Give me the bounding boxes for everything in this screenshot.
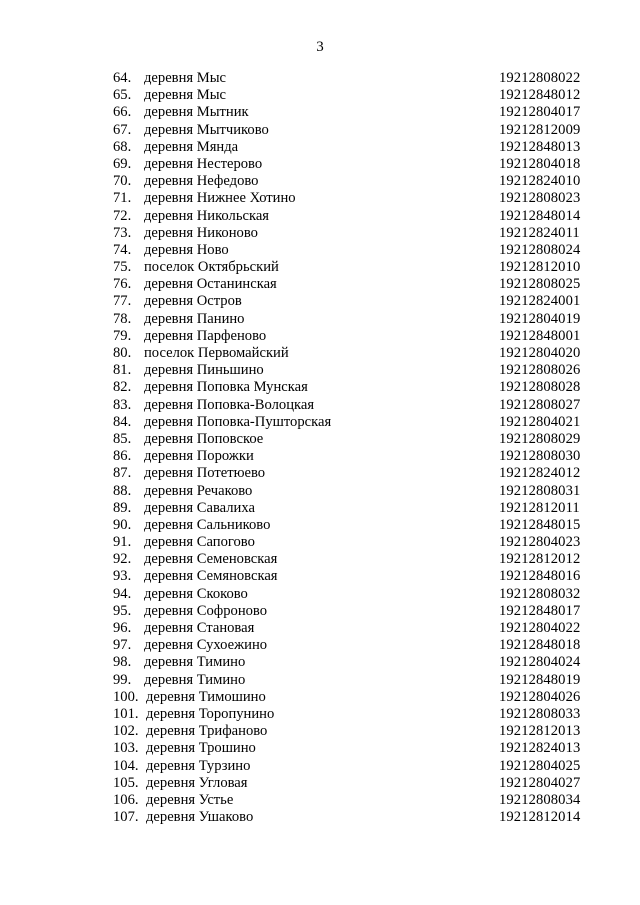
item-number: 75. — [113, 259, 132, 276]
settlement-name: деревня Порожки — [144, 448, 254, 465]
oktmo-code: 19212808033 — [499, 705, 581, 722]
item-number: 65. — [113, 87, 132, 104]
list-item — [113, 328, 613, 345]
oktmo-code: 19212848015 — [499, 516, 581, 533]
settlement-name: деревня Останинская — [144, 276, 277, 293]
list-item — [113, 775, 613, 792]
list-item — [113, 70, 613, 87]
list-item — [113, 259, 613, 276]
item-number: 80. — [113, 345, 132, 361]
list-item — [113, 620, 613, 637]
oktmo-code: 19212848019 — [499, 671, 581, 688]
item-number: 88. — [113, 482, 132, 499]
settlement-name: деревня Мытник — [144, 104, 249, 121]
oktmo-code: 19212848012 — [499, 87, 581, 104]
settlement-name: деревня Сальниково — [144, 516, 271, 533]
oktmo-code: 19212808025 — [499, 276, 581, 293]
item-number: 100. — [113, 688, 139, 705]
oktmo-code: 19212812010 — [499, 259, 581, 276]
item-number: 93. — [113, 568, 132, 585]
settlement-name: деревня Никольская — [144, 207, 270, 224]
item-number: 105. — [113, 774, 139, 791]
list-item — [113, 723, 613, 740]
item-number: 71. — [113, 190, 132, 207]
settlement-name: деревня Панино — [144, 310, 245, 327]
oktmo-code: 19212808027 — [499, 396, 581, 413]
list-item — [113, 500, 613, 517]
list-item — [113, 362, 613, 379]
list-item — [113, 689, 613, 706]
list-item — [113, 672, 613, 689]
item-number: 77. — [113, 293, 132, 310]
oktmo-code: 19212824001 — [499, 293, 581, 310]
list-item — [113, 448, 613, 465]
settlement-name: деревня Сапогово — [144, 534, 255, 551]
settlement-name: деревня Никоново — [144, 224, 258, 241]
settlement-name: деревня Мыс — [144, 70, 226, 86]
settlement-name: поселок Октябрьский — [144, 259, 279, 276]
oktmo-code: 19212804024 — [499, 654, 581, 671]
settlement-name: деревня Тимошино — [146, 688, 266, 705]
list-item — [113, 465, 613, 482]
list-item — [113, 156, 613, 173]
settlement-name: деревня Угловая — [146, 774, 248, 791]
oktmo-code: 19212848017 — [499, 602, 581, 619]
list-item — [113, 534, 613, 551]
oktmo-code: 19212804017 — [499, 104, 581, 121]
list-item — [113, 637, 613, 654]
settlement-name: деревня Мянда — [144, 138, 239, 155]
oktmo-code: 19212804019 — [499, 310, 581, 327]
list-item — [113, 87, 613, 104]
settlement-name: деревня Мыс — [144, 87, 226, 104]
settlement-name: деревня Семеновская — [144, 551, 278, 568]
settlement-name: деревня Трошино — [146, 740, 256, 757]
settlement-name: деревня Семяновская — [144, 568, 278, 585]
oktmo-code: 19212824013 — [499, 740, 581, 757]
settlement-name: деревня Парфеново — [144, 327, 267, 344]
item-number: 69. — [113, 155, 132, 172]
list-item — [113, 792, 613, 809]
settlement-name: поселок Первомайский — [144, 345, 289, 361]
list-item — [113, 706, 613, 723]
settlement-name: деревня Савалиха — [144, 499, 255, 516]
item-number: 95. — [113, 602, 132, 619]
oktmo-code: 19212812009 — [499, 121, 581, 138]
oktmo-code: 19212808023 — [499, 190, 581, 207]
list-item — [113, 483, 613, 500]
settlement-name: деревня Нижнее Хотино — [144, 190, 296, 207]
list-item — [113, 293, 613, 310]
item-number: 91. — [113, 534, 132, 551]
list-item — [113, 276, 613, 293]
item-number: 104. — [113, 757, 139, 774]
item-number: 98. — [113, 654, 132, 671]
oktmo-code: 19212812014 — [499, 809, 581, 826]
oktmo-code: 19212824012 — [499, 465, 581, 482]
oktmo-code: 19212808030 — [499, 448, 581, 465]
oktmo-code: 19212848016 — [499, 568, 581, 585]
settlement-list — [113, 70, 613, 826]
item-number: 84. — [113, 413, 132, 430]
item-number: 85. — [113, 430, 132, 447]
item-number: 73. — [113, 224, 132, 241]
item-number: 99. — [113, 671, 132, 688]
settlement-name: деревня Ново — [144, 241, 229, 258]
oktmo-code: 19212804027 — [499, 774, 581, 791]
item-number: 102. — [113, 723, 139, 740]
list-item — [113, 517, 613, 534]
item-number: 81. — [113, 362, 132, 379]
oktmo-code: 19212848018 — [499, 637, 581, 654]
settlement-name: деревня Становая — [144, 620, 255, 636]
oktmo-code: 19212808024 — [499, 241, 581, 258]
settlement-name: деревня Ушаково — [146, 809, 254, 826]
settlement-name: деревня Скоково — [144, 585, 248, 602]
list-item — [113, 397, 613, 414]
list-item — [113, 122, 613, 139]
settlement-name: деревня Поповка Мунская — [144, 379, 308, 396]
list-item — [113, 139, 613, 156]
list-item — [113, 603, 613, 620]
list-item — [113, 345, 613, 362]
list-item — [113, 758, 613, 775]
item-number: 82. — [113, 379, 132, 396]
page-number: 3 — [316, 39, 324, 55]
item-number: 92. — [113, 551, 132, 568]
oktmo-code: 19212804023 — [499, 534, 581, 551]
oktmo-code: 19212804025 — [499, 757, 581, 774]
item-number: 66. — [113, 104, 132, 121]
oktmo-code: 19212804022 — [499, 620, 581, 636]
list-item — [113, 104, 613, 121]
item-number: 67. — [113, 121, 132, 138]
oktmo-code: 19212804021 — [499, 413, 581, 430]
settlement-name: деревня Устье — [146, 791, 234, 808]
list-item — [113, 586, 613, 603]
item-number: 74. — [113, 241, 132, 258]
settlement-name: деревня Пиньшино — [144, 362, 264, 379]
item-number: 87. — [113, 465, 132, 482]
list-item — [113, 551, 613, 568]
settlement-name: деревня Трифаново — [146, 723, 268, 740]
list-item — [113, 740, 613, 757]
oktmo-code: 19212848001 — [499, 327, 581, 344]
item-number: 94. — [113, 585, 132, 602]
settlement-name: деревня Тимино — [144, 654, 246, 671]
list-item — [113, 654, 613, 671]
item-number: 97. — [113, 637, 132, 654]
item-number: 89. — [113, 499, 132, 516]
list-item — [113, 431, 613, 448]
list-item — [113, 568, 613, 585]
item-number: 64. — [113, 70, 132, 86]
item-number: 96. — [113, 620, 132, 636]
oktmo-code: 19212804018 — [499, 155, 581, 172]
item-number: 83. — [113, 396, 132, 413]
list-item — [113, 225, 613, 242]
settlement-name: деревня Речаково — [144, 482, 253, 499]
oktmo-code: 19212808034 — [499, 791, 581, 808]
item-number: 103. — [113, 740, 139, 757]
settlement-name: деревня Поповка-Пушторская — [144, 413, 332, 430]
item-number: 79. — [113, 327, 132, 344]
settlement-name: деревня Нефедово — [144, 173, 259, 190]
item-number: 76. — [113, 276, 132, 293]
settlement-name: деревня Тимино — [144, 671, 246, 688]
list-item — [113, 311, 613, 328]
settlement-name: деревня Турзино — [146, 757, 251, 774]
item-number: 107. — [113, 809, 139, 826]
oktmo-code: 19212848013 — [499, 138, 581, 155]
oktmo-code: 19212848014 — [499, 207, 581, 224]
item-number: 72. — [113, 207, 132, 224]
item-number: 70. — [113, 173, 132, 190]
oktmo-code: 19212824011 — [499, 224, 580, 241]
list-item — [113, 379, 613, 396]
settlement-name: деревня Софроново — [144, 602, 268, 619]
oktmo-code: 19212808029 — [499, 430, 581, 447]
oktmo-code: 19212804026 — [499, 688, 581, 705]
oktmo-code: 19212812013 — [499, 723, 581, 740]
oktmo-code: 19212808026 — [499, 362, 581, 379]
item-number: 90. — [113, 516, 132, 533]
oktmo-code: 19212812012 — [499, 551, 581, 568]
oktmo-code: 19212808022 — [499, 70, 581, 86]
settlement-name: деревня Нестерово — [144, 155, 263, 172]
oktmo-code: 19212808031 — [499, 482, 581, 499]
list-item — [113, 208, 613, 225]
settlement-name: деревня Поповское — [144, 430, 264, 447]
list-item — [113, 809, 613, 826]
list-item — [113, 414, 613, 431]
item-number: 106. — [113, 791, 139, 808]
oktmo-code: 19212808032 — [499, 585, 581, 602]
oktmo-code: 19212804020 — [499, 345, 581, 361]
item-number: 68. — [113, 138, 132, 155]
settlement-name: деревня Мытчиково — [144, 121, 269, 138]
settlement-name: деревня Поповка-Волоцкая — [144, 396, 315, 413]
item-number: 86. — [113, 448, 132, 465]
oktmo-code: 19212812011 — [499, 499, 580, 516]
item-number: 101. — [113, 705, 139, 722]
settlement-name: деревня Торопунино — [146, 705, 275, 722]
item-number: 78. — [113, 310, 132, 327]
list-item — [113, 173, 613, 190]
settlement-name: деревня Потетюево — [144, 465, 266, 482]
list-item — [113, 242, 613, 259]
oktmo-code: 19212824010 — [499, 173, 581, 190]
list-item — [113, 190, 613, 207]
settlement-name: деревня Сухоежино — [144, 637, 268, 654]
settlement-name: деревня Остров — [144, 293, 242, 310]
oktmo-code: 19212808028 — [499, 379, 581, 396]
